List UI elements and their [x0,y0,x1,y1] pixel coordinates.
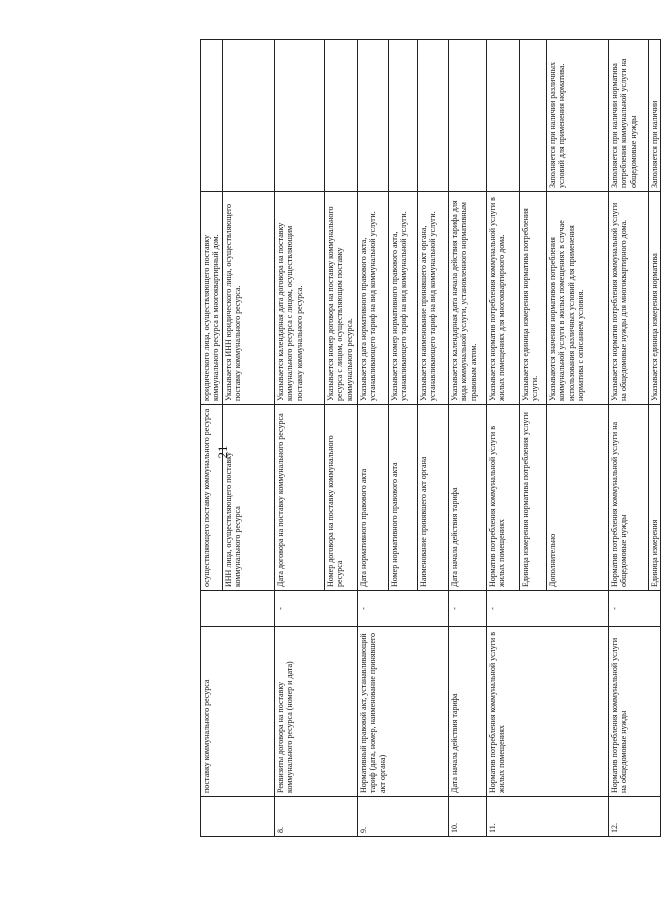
sub-parameter: ИНН лица, осуществляющего поставку коммунального ресурса [222,405,274,591]
note [448,40,486,192]
row-number: 8. [274,797,357,837]
sub-parameter: Единица измерения [648,405,660,591]
page-number: 21 [215,445,230,459]
row-number: 12. [608,797,660,837]
mandatory-mark: - [448,591,486,627]
mandatory-mark: - [608,591,660,627]
note [486,40,519,192]
description: Указываются значения нормативов потребления коммунальной услуги в жилых помещениях в случае использования различных условий для применения норматива с описанием условия. [546,192,608,405]
sub-parameter: Наименование принявшего акт органа [417,405,448,591]
sub-parameter: Дата нормативного правового акта [357,405,388,591]
note: Заполняется при наличии различных условий для применения норматива. [546,40,608,192]
description: Указывается номер договора на поставку коммунального ресурса с лицом, осуществляющим поставку коммунального ресурса. [324,192,357,405]
mandatory-mark: - [274,591,357,627]
description: Указывается наименование принявшего акт органа, устанавливающего тариф на вид коммунальной услуги. [417,192,448,405]
sub-parameter: Номер договора на поставку коммунального ресурса [324,405,357,591]
description: Указывается номер нормативного правового акта, устанавливающего тариф на вид коммунальной услуги. [388,192,417,405]
sub-parameter: Дата договора на поставку коммунального ресурса [274,405,324,591]
table-row [448,40,486,837]
sub-parameter: Норматив потребления коммунальной услуги на общедомовые нужды [608,405,648,591]
sub-parameter: Единица измерения норматива потребления услуги [519,405,546,591]
row-number: 10. [448,797,486,837]
description: Указывается единица измерения норматива [648,192,660,405]
mandatory-mark [201,591,275,627]
sub-parameter: Номер нормативного правового акта [388,405,417,591]
description: Указывается единица измерения норматива потребления услуги. [519,192,546,405]
note [519,40,546,192]
parameter-name: Нормативный правовой акт, устанавливающий тариф (дата, номер, наименование принявшего акт органа) [357,627,448,797]
mandatory-mark: - [357,591,448,627]
note [388,40,417,192]
note [417,40,448,192]
table-body [201,40,661,837]
description: Указывается календарная дата начала действия тарифа для вида коммунальной услуги, установленного нормативным правовым актом. [448,192,486,405]
description: Указывается ИНН юридического лица, осуществляющего поставку коммунального ресурса. [222,192,274,405]
table-row [274,40,324,837]
row-number: 11. [486,797,608,837]
requirements-table [200,39,661,837]
note: Заполняется при наличии норматива потребления коммунальной услуги на общедомовые нужды [608,40,648,192]
parameter-name: Норматив потребления коммунальной услуги на общедомовые нужды [608,627,660,797]
note [324,40,357,192]
row-number [201,797,275,837]
table-row [201,40,223,837]
note [201,40,223,192]
sub-parameter: Дата начала действия тарифа [448,405,486,591]
description: Указывается дата нормативного правового акта, устанавливающего тариф на вид коммунальной услуги. [357,192,388,405]
parameter-name: Норматив потребления коммунальной услуги в жилых помещениях [486,627,608,797]
mandatory-mark: - [486,591,608,627]
parameter-name: поставку коммунального ресурса [201,627,275,797]
description: Указывается календарная дата договора на поставку коммунального ресурса с лицом, осуществляющим поставку коммунального ресурса. [274,192,324,405]
note [274,40,324,192]
note [222,40,274,192]
description: Указывается норматив потребления коммунальной услуги на общедомовые нужды для многоквартирного дома. [608,192,648,405]
row-number: 9. [357,797,448,837]
table-row [486,40,519,837]
description: Указывается норматив потребления коммунальной услуги в жилых помещениях для многоквартирного дома. [486,192,519,405]
table-row [608,40,648,837]
note: Заполняется при наличии [648,40,660,192]
parameter-name: Дата начала действия тарифа [448,627,486,797]
description: юридического лица, осуществляющего поставку коммунального ресурса в многоквартирный дом. [201,192,223,405]
parameter-name: Реквизиты договора на поставку коммунального ресурса (номер и дата) [274,627,357,797]
sub-parameter: осуществляющего поставку коммунального ресурса [201,405,223,591]
sub-parameter: Дополнительно [546,405,608,591]
table-row [357,40,388,837]
note [357,40,388,192]
sub-parameter: Норматив потребления коммунальной услуги в жилых помещениях [486,405,519,591]
